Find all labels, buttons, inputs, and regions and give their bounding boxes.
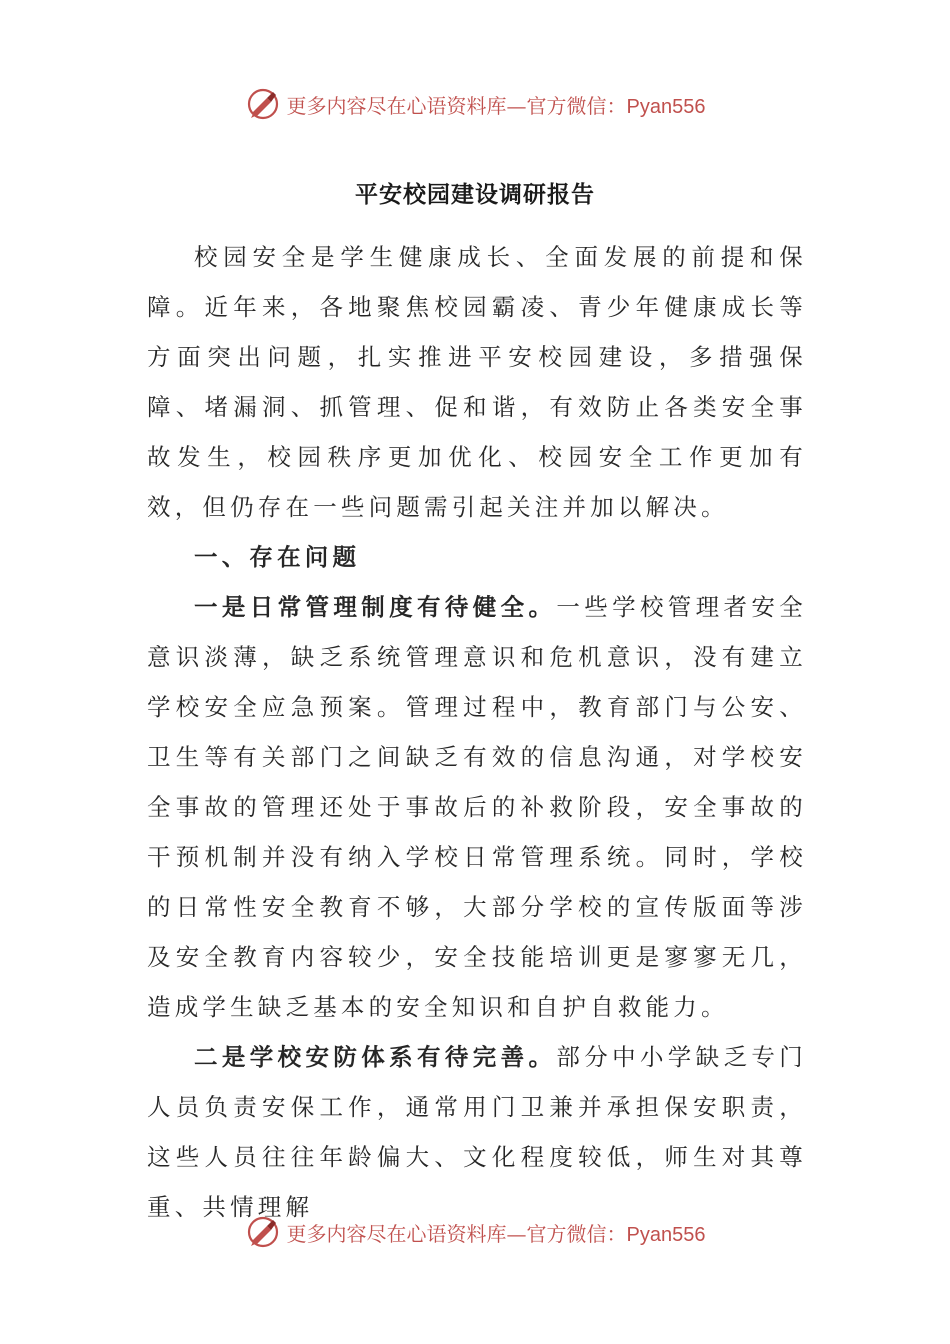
banner-text [287,90,706,119]
pen-logo-icon [245,1214,281,1250]
footer-banner [0,1210,950,1254]
banner-slogan: 更多内容尽在心语资料库—官方微信： [286,1221,627,1246]
wechat-id: Pyan556 [626,1223,706,1246]
point-2-lead: 二是学校安防体系有待完善。 [194,1043,557,1071]
point-1-paragraph [147,582,807,1032]
banner-text [287,1218,706,1247]
document-body [147,232,807,1232]
point-1-lead: 一是日常管理制度有待健全。 [194,593,557,621]
point-2-paragraph [147,1032,807,1232]
document-title: 平安校园建设调研报告 [355,181,595,208]
header-banner [0,82,950,126]
pen-logo-icon [245,86,281,122]
section-heading: 一、存在问题 [194,543,361,571]
point-2-body: 部分中小学缺乏专门人员负责安保工作，通常用门卫兼并承担保安职责，这些人员往往年龄偏大、文化程度较低，师生对其尊重、共情理解 [147,1043,807,1221]
point-1-body: 一些学校管理者安全意识淡薄，缺乏系统管理意识和危机意识，没有建立学校安全应急预案。管理过程中，教育部门与公安、卫生等有关部门之间缺乏有效的信息沟通，对学校安全事故的管理还处于事故后的补救阶段，安全事故的干预机制并没有纳入学校日常管理系统。同时，学校的日常性安全教育不够，大部分学校的宣传版面等涉及安全教育内容较少，安全技能培训更是寥寥无几，造成学生缺乏基本的安全知识和自护自救能力。 [147,593,807,1021]
banner-slogan: 更多内容尽在心语资料库—官方微信： [286,93,627,118]
intro-paragraph: 校园安全是学生健康成长、全面发展的前提和保障。近年来，各地聚焦校园霸凌、青少年健康成长等方面突出问题，扎实推进平安校园建设，多措强保障、堵漏洞、抓管理、促和谐，有效防止各类安全事故发生，校园秩序更加优化、校园安全工作更加有效，但仍存在一些问题需引起关注并加以解决。 [147,243,807,521]
wechat-id: Pyan556 [626,95,706,118]
